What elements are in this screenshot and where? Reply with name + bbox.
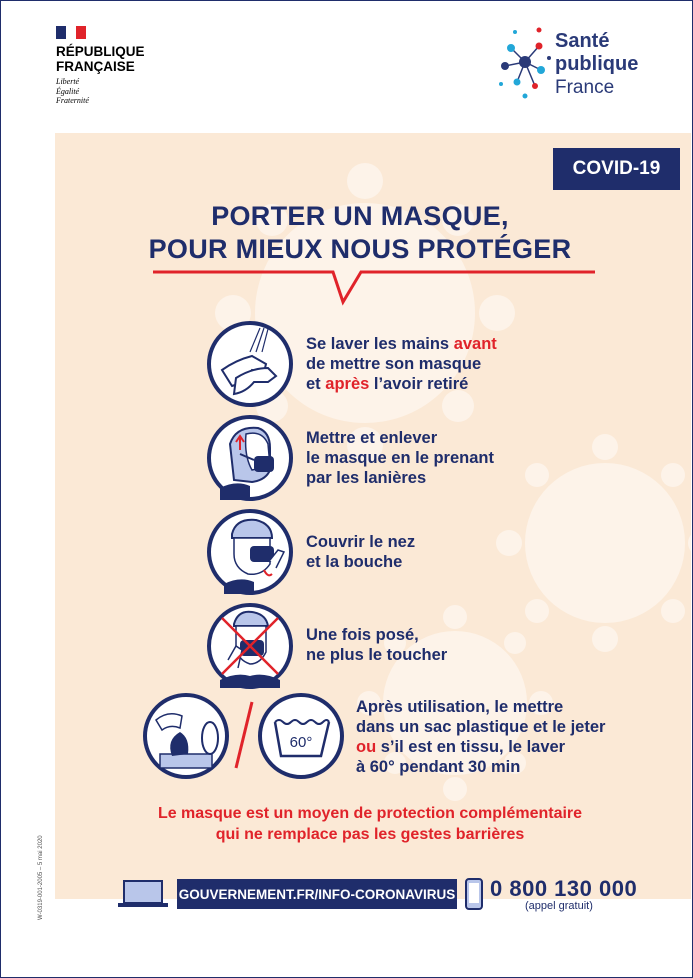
spf-line1: Santé [555,30,610,52]
motto-egalite: Égalité [56,86,80,96]
phone-number[interactable]: 0 800 130 000 [490,876,638,901]
step-1-text-a: Se laver les mains [306,335,454,353]
french-flag-icon [56,26,86,39]
step-1-text-c: et [306,375,326,393]
wash-temperature-label: 60° [289,734,313,751]
rf-title-line2: FRANÇAISE [56,59,135,74]
phone-note: (appel gratuit) [525,900,593,912]
hand-washing-icon [206,320,294,408]
step-1-text-b: de mettre son masque [306,355,482,373]
step-2-line-2: le masque en le prenant [306,449,494,467]
step-2-line-3: par les lanières [306,469,427,487]
document-reference-code: W-0319-001-2005 – 5 mai 2020 [38,835,44,920]
step-5-line-1: Après utilisation, le mettre [356,698,564,716]
step-3-line-2: et la bouche [306,553,403,571]
page-title [120,200,600,266]
step-4-text [306,625,447,665]
motto-liberte: Liberté [56,77,80,86]
step-2-line-1: Mettre et enlever [306,429,438,447]
title-line1: PORTER UN MASQUE, [211,201,509,231]
republique-francaise-logo [56,26,145,106]
speech-bubble-underline [153,268,595,306]
spf-line3: France [555,77,615,98]
step-1-text [306,334,497,394]
info-url-link[interactable]: GOUVERNEMENT.FR/INFO-CORONAVIRUS [177,879,457,909]
spf-line2: publique [555,53,639,75]
covid-badge: COVID-19 [553,148,680,190]
step-4-line-1: Une fois posé, [306,626,419,644]
step-1-emphasis-apres: après [325,375,370,393]
step-5-line-4: à 60° pendant 30 min [356,758,521,776]
sante-publique-france-logo [497,24,647,102]
trash-bag-icon [142,692,230,780]
step-5-text [356,697,605,777]
step-3-text [306,532,415,572]
step-5-line-2: dans un sac plastique et le jeter [356,718,606,736]
step-1-text-d: l’avoir retiré [369,375,469,393]
step-3-line-1: Couvrir le nez [306,533,416,551]
step-5-line-3: s’il est en tissu, le laver [376,738,566,756]
phone-icon [464,878,484,910]
step-5-emphasis-ou: ou [356,738,377,756]
title-line2: POUR MIEUX NOUS PROTÉGER [148,234,572,264]
step-1-emphasis-avant: avant [453,335,497,353]
warning-message [100,803,640,845]
step-2-text [306,428,494,488]
rf-motto [56,77,145,106]
cover-nose-mouth-icon [206,508,294,596]
step-4-line-2: ne plus le toucher [306,646,448,664]
warning-line-1: Le masque est un moyen de protection complémentaire [157,805,583,822]
warning-line-2: qui ne remplace pas les gestes barrières [215,826,525,843]
motto-fraternite: Fraternité [56,96,89,105]
mask-straps-icon [206,414,294,502]
wash-60-icon [257,692,345,780]
laptop-icon [116,879,170,909]
molecule-icon [497,24,553,102]
rf-title-line1: RÉPUBLIQUE [56,44,145,59]
separator-slash [232,700,256,770]
no-touch-icon [206,602,294,690]
